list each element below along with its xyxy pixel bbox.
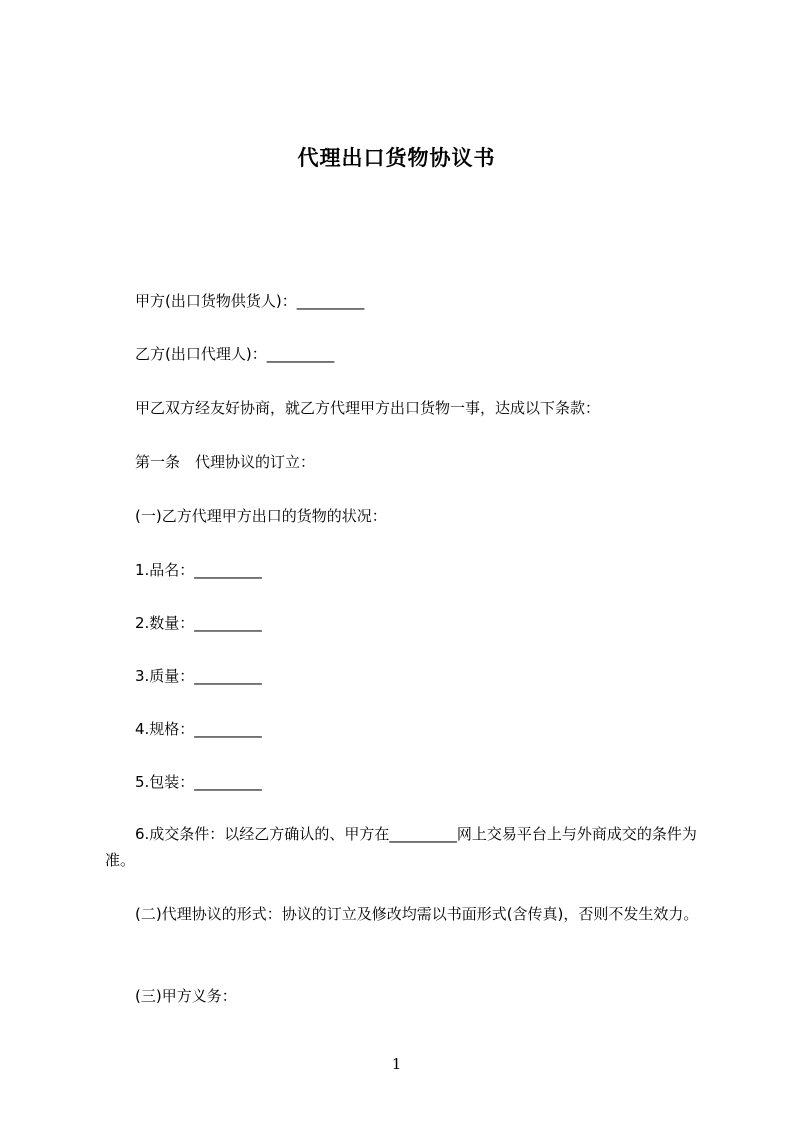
item-quantity: 2.数量：_________ [135, 614, 262, 632]
section-3-heading: (三)甲方义务： [135, 987, 237, 1005]
document-title: 代理出口货物协议书 [297, 146, 496, 170]
item-name: 1.品名：_________ [135, 561, 262, 579]
section-1-heading: (一)乙方代理甲方出口的货物的状况： [135, 507, 387, 525]
item-packaging: 5.包装：_________ [135, 773, 262, 791]
item-quality: 3.质量：_________ [135, 667, 262, 685]
intro-line: 甲乙双方经友好协商，就乙方代理甲方出口货物一事，达成以下条款： [135, 399, 601, 417]
party-a-line: 甲方(出口货物供货人)：_________ [135, 292, 365, 310]
section-2-paragraph: (二)代理协议的形式：协议的订立及修改均需以书面形式(含传真)，否则不发生效力。 [135, 905, 699, 923]
article-1-heading: 第一条 代理协议的订立： [135, 453, 316, 471]
item-specification: 4.规格：_________ [135, 720, 262, 738]
item-terms-paragraph: 6.成交条件：以经乙方确认的、甲方在_________网上交易平台上与外商成交的条件为准。 [105, 825, 697, 869]
page-number: 1 [391, 1055, 402, 1073]
party-b-line: 乙方(出口代理人)：_________ [135, 345, 335, 363]
